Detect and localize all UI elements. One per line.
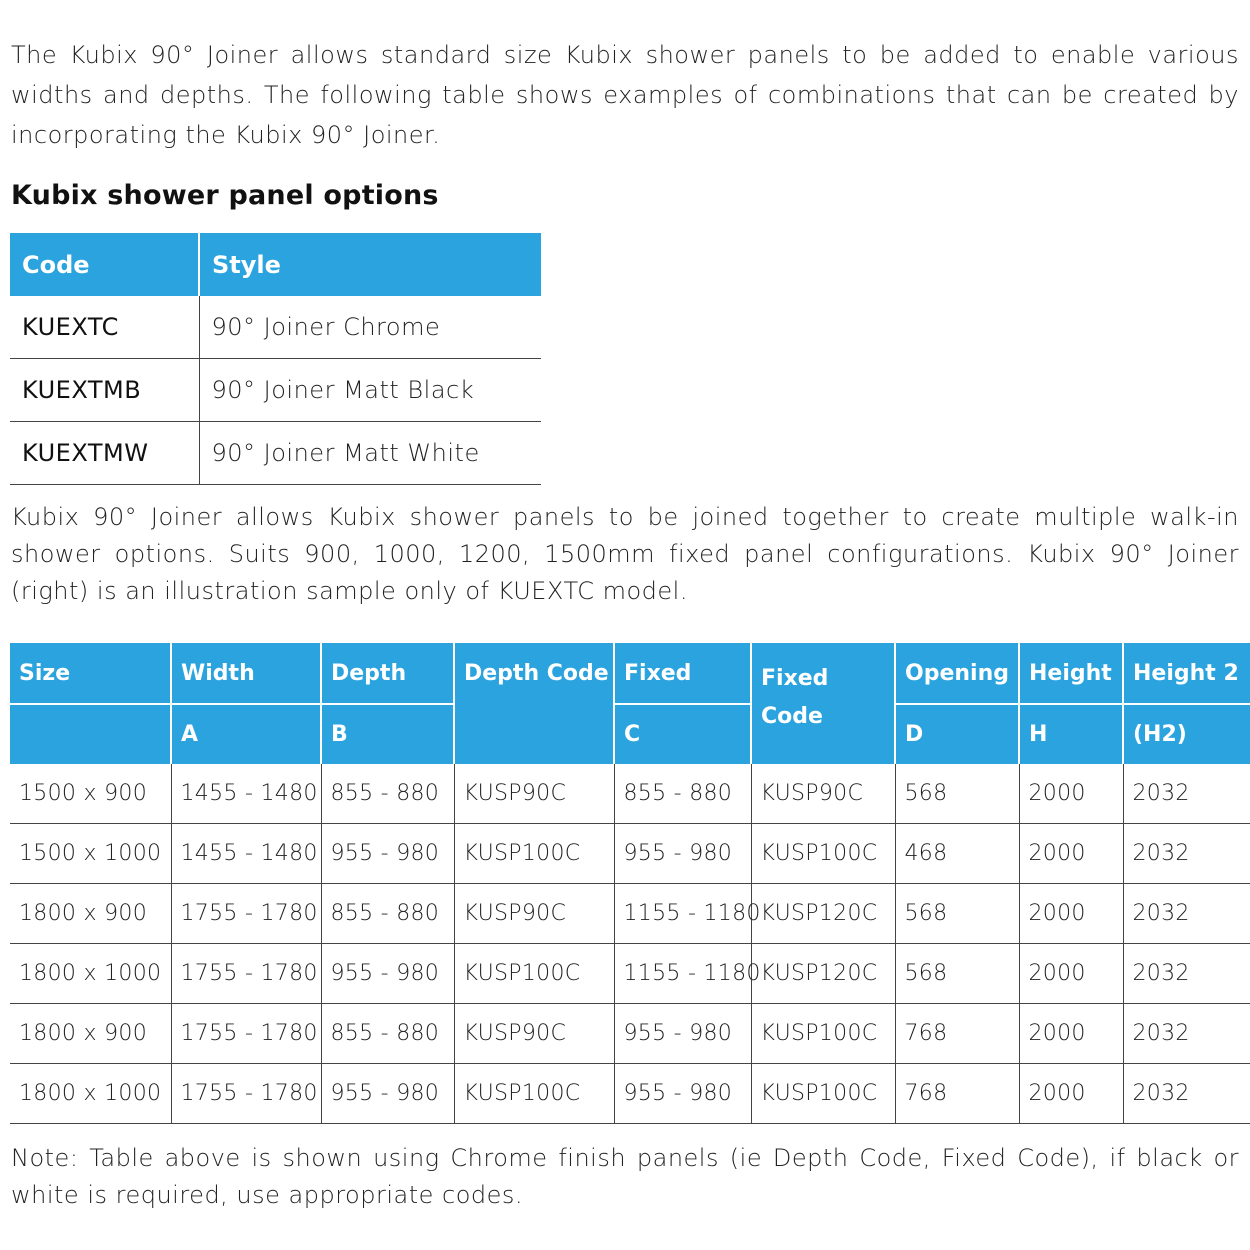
- cell-width: 1455 - 1480: [171, 824, 321, 884]
- options-header-code: Code: [10, 233, 199, 296]
- cell-fixed: 955 - 980: [614, 824, 751, 884]
- cell-depth-code: KUSP90C: [454, 764, 614, 824]
- header-height-2: Height 2: [1123, 643, 1250, 704]
- cell-fixed: 1155 - 1180: [614, 944, 751, 1004]
- intro-paragraph: The Kubix 90° Joiner allows standard size Kubix shower panels to be added to enable various widths and depths. The following table shows examples of combinations that can be created by incorporating the Kubix 90° Joiner.: [11, 41, 1239, 149]
- cell-height: 2000: [1019, 944, 1123, 1004]
- header-size: Size: [10, 643, 171, 704]
- options-row: [10, 422, 541, 485]
- cell-fixed-code: KUSP100C: [751, 1004, 895, 1064]
- table-row: [10, 764, 1250, 824]
- header-depth-code: Depth Code: [454, 643, 614, 704]
- options-header-style: Style: [199, 233, 541, 296]
- options-title: Kubix shower panel options: [11, 180, 439, 211]
- cell-height: 2000: [1019, 824, 1123, 884]
- subheader-width: A: [171, 704, 321, 764]
- cell-depth-code: KUSP100C: [454, 944, 614, 1004]
- option-code: KUEXTC: [10, 296, 199, 359]
- options-row: [10, 359, 541, 422]
- options-table: [10, 233, 541, 485]
- cell-height: 2000: [1019, 764, 1123, 824]
- cell-opening: 568: [895, 764, 1019, 824]
- cell-height-2: 2032: [1123, 884, 1250, 944]
- header-width: Width: [171, 643, 321, 704]
- subheader-size: [10, 704, 171, 764]
- cell-width: 1755 - 1780: [171, 1064, 321, 1124]
- cell-opening: 568: [895, 944, 1019, 1004]
- cell-size: 1500 x 1000: [10, 824, 171, 884]
- cell-size: 1800 x 900: [10, 884, 171, 944]
- subheader-height-2: (H2): [1123, 704, 1250, 764]
- option-code: KUEXTMW: [10, 422, 199, 485]
- cell-depth-code: KUSP90C: [454, 1004, 614, 1064]
- cell-size: 1800 x 900: [10, 1004, 171, 1064]
- subheader-height: H: [1019, 704, 1123, 764]
- cell-fixed: 855 - 880: [614, 764, 751, 824]
- cell-width: 1455 - 1480: [171, 764, 321, 824]
- header-fixed: Fixed: [614, 643, 751, 704]
- cell-height-2: 2032: [1123, 824, 1250, 884]
- header-height: Height: [1019, 643, 1123, 704]
- cell-opening: 768: [895, 1064, 1019, 1124]
- table-row: [10, 824, 1250, 884]
- cell-depth: 855 - 880: [321, 884, 454, 944]
- cell-depth-code: KUSP90C: [454, 884, 614, 944]
- cell-fixed: 955 - 980: [614, 1004, 751, 1064]
- cell-fixed: 1155 - 1180: [614, 884, 751, 944]
- cell-fixed-code: KUSP90C: [751, 764, 895, 824]
- header-opening: Opening: [895, 643, 1019, 704]
- cell-fixed-code: KUSP100C: [751, 824, 895, 884]
- subheader-depth: B: [321, 704, 454, 764]
- cell-height: 2000: [1019, 1064, 1123, 1124]
- cell-width: 1755 - 1780: [171, 1004, 321, 1064]
- cell-depth: 955 - 980: [321, 1064, 454, 1124]
- cell-height-2: 2032: [1123, 1004, 1250, 1064]
- cell-depth: 855 - 880: [321, 764, 454, 824]
- cell-height-2: 2032: [1123, 1064, 1250, 1124]
- cell-width: 1755 - 1780: [171, 884, 321, 944]
- cell-fixed-code: KUSP100C: [751, 1064, 895, 1124]
- table-row: [10, 944, 1250, 1004]
- cell-size: 1800 x 1000: [10, 944, 171, 1004]
- cell-size: 1800 x 1000: [10, 1064, 171, 1124]
- option-code: KUEXTMB: [10, 359, 199, 422]
- cell-height-2: 2032: [1123, 944, 1250, 1004]
- table-row: [10, 1064, 1250, 1124]
- cell-height: 2000: [1019, 1004, 1123, 1064]
- header-fixed-code: Fixed Code: [751, 643, 895, 764]
- cell-fixed-code: KUSP120C: [751, 884, 895, 944]
- table-row: [10, 1004, 1250, 1064]
- combinations-table: [10, 643, 1250, 1124]
- header-depth: Depth: [321, 643, 454, 704]
- cell-depth-code: KUSP100C: [454, 1064, 614, 1124]
- cell-depth: 855 - 880: [321, 1004, 454, 1064]
- cell-fixed: 955 - 980: [614, 1064, 751, 1124]
- subheader-fixed: C: [614, 704, 751, 764]
- cell-opening: 468: [895, 824, 1019, 884]
- cell-depth: 955 - 980: [321, 824, 454, 884]
- combo-header-row: [10, 643, 1250, 704]
- option-style: 90° Joiner Matt Black: [199, 359, 541, 422]
- joiner-description: Kubix 90° Joiner allows Kubix shower panels to be joined together to create multiple walk-in shower options. Suits 900, 1000, 1200, 1500mm fixed panel configurations. Kubix 90° Joiner (right) is an illustration sample only of KUEXTC model.: [11, 503, 1239, 605]
- cell-depth-code: KUSP100C: [454, 824, 614, 884]
- cell-fixed-code: KUSP120C: [751, 944, 895, 1004]
- cell-size: 1500 x 900: [10, 764, 171, 824]
- subheader-depth-code: [454, 704, 614, 764]
- option-style: 90° Joiner Matt White: [199, 422, 541, 485]
- table-row: [10, 884, 1250, 944]
- options-row: [10, 296, 541, 359]
- cell-depth: 955 - 980: [321, 944, 454, 1004]
- cell-width: 1755 - 1780: [171, 944, 321, 1004]
- cell-opening: 768: [895, 1004, 1019, 1064]
- options-header-row: [10, 233, 541, 296]
- option-style: 90° Joiner Chrome: [199, 296, 541, 359]
- combo-subheader-row: [10, 704, 1250, 764]
- cell-opening: 568: [895, 884, 1019, 944]
- cell-height: 2000: [1019, 884, 1123, 944]
- cell-height-2: 2032: [1123, 764, 1250, 824]
- subheader-opening: D: [895, 704, 1019, 764]
- note-paragraph: Note: Table above is shown using Chrome finish panels (ie Depth Code, Fixed Code), if black or white is required, use appropriate codes.: [11, 1144, 1239, 1209]
